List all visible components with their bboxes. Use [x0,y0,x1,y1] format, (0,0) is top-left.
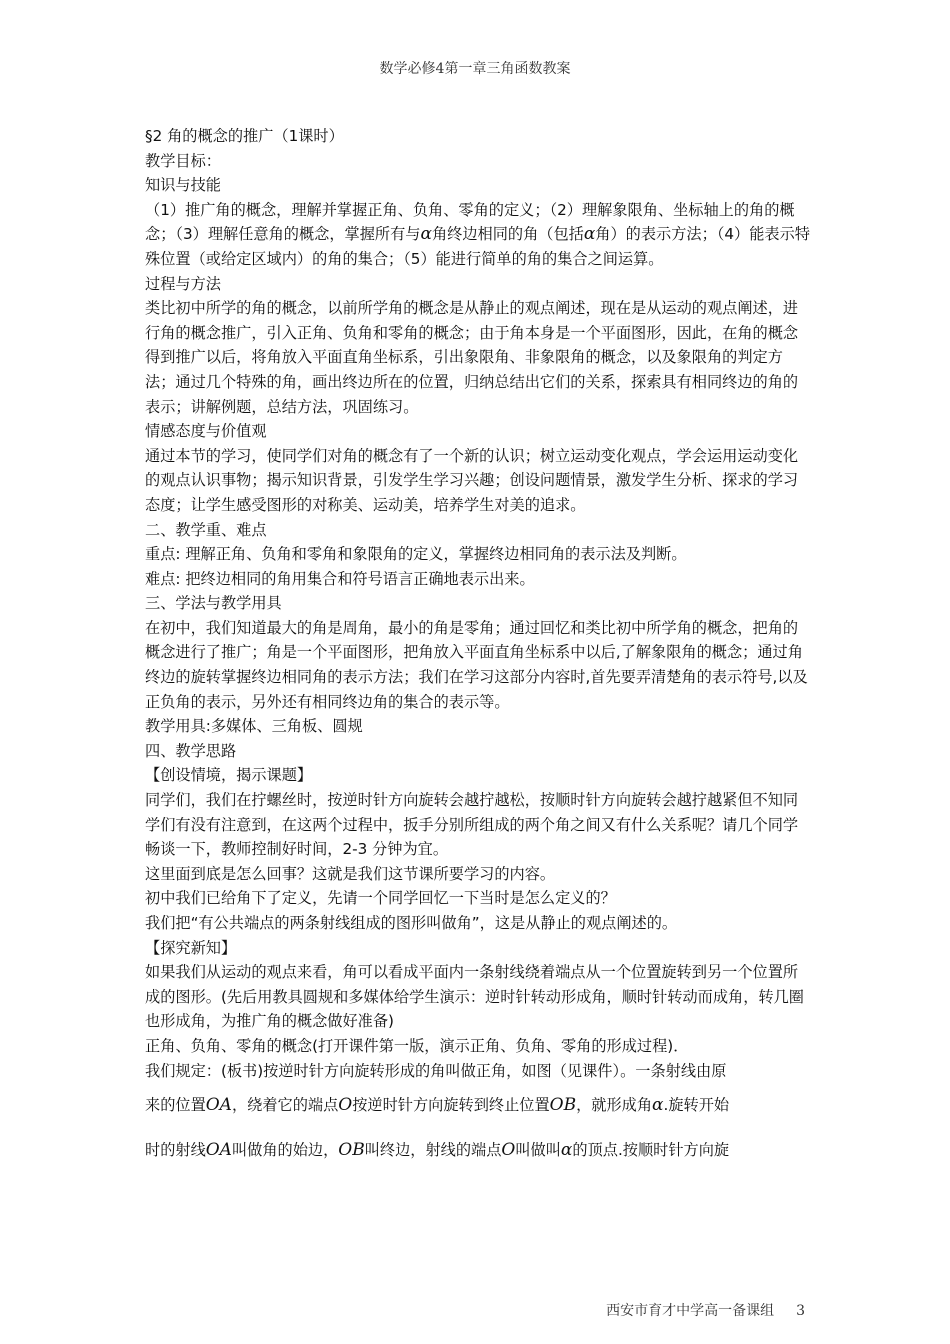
symbol-alpha: α [652,1095,664,1116]
text-run: 叫做叫 [515,1141,561,1160]
text-run: 角）的表示方法；（4）能表示特殊位置（或给定区域内）的角的集合；（5）能进行简单的角的集合之间运算。 [145,225,810,268]
paragraph-recall: 初中我们已给角下了定义，先请一个同学回忆一下当时是怎么定义的？ [145,889,616,908]
paragraph-rotation-2 [145,1128,810,1173]
symbol-O: O [501,1140,516,1161]
text-run: .旋转开始 [663,1096,730,1115]
heading-process-method: 过程与方法 [145,274,221,293]
symbol-OA: OA [205,1095,232,1116]
footer-school: 西安市育才中学高一备课组 [606,1303,775,1319]
paragraph-methods: 在初中，我们知道最大的角是周角，最小的角是零角；通过回忆和类比初中所学角的概念，把角的概念进行了推广；角是一个平面图形，把角放入平面直角坐标系中以后,了解象限角的概念；通过角终边的旋转掌握终边相同角的表示方法；我们在学习这部分内容时,首先要弄清楚角的表示符号,以及正负角的表示，另外还有相同终边角的集合的表示等。 [145,618,808,711]
text-run: 叫终边，射线的端点 [364,1141,502,1160]
paragraph-tools: 教学用具:多媒体、三角板、圆规 [145,717,363,736]
text-run: （1）推广角的概念，理解并掌握正角、负角、零角的定义；（2）理解象限角、坐标轴上的角的概念；（3）理解任意角的概念，掌握所有与 [145,200,795,244]
symbol-O: O [338,1095,353,1116]
heading-teaching-ideas: 四、教学思路 [145,741,237,760]
symbol-OB: OB [549,1095,577,1116]
page-number: 3 [796,1303,805,1319]
page-footer [606,1300,805,1320]
symbol-alpha: α [583,224,596,245]
symbol-alpha: α [560,1140,573,1161]
document-body [145,124,810,1173]
page-header: 数学必修4第一章三角函数教案 [379,61,571,77]
paragraph-difficult-point: 难点: 把终边相同的角用集合和符号语言正确地表示出来。 [145,569,535,588]
paragraph-knowledge-skills [145,198,810,272]
text-run: ，绕着它的端点 [231,1096,339,1115]
symbol-alpha: α [420,224,432,245]
text-run: 叫做角的始边， [231,1141,339,1160]
heading-key-points: 二、教学重、难点 [145,520,267,539]
heading-attitude-values: 情感态度与价值观 [145,422,267,441]
paragraph-angle-concepts: 正角、负角、零角的概念(打开课件第一版，演示正角、负角、零角的形成过程)． [145,1036,689,1055]
symbol-OB: OB [338,1140,365,1161]
heading-objectives: 教学目标： [145,151,221,170]
text-run: 的顶点.按顺时针方向旋 [572,1141,730,1160]
heading-explore: 【探究新知】 [145,938,237,957]
text-run: ，就形成角 [576,1096,653,1115]
text-run: 来的位置 [145,1096,206,1115]
paragraph-process-method: 类比初中所学的角的概念，以前所学角的概念是从静止的观点阐述，现在是从运动的观点阐述，进行角的概念推广，引入正角、负角和零角的概念；由于角本身是一个平面图形，因此，在角的概念得到推广以后，将角放入平面直角坐标系，引出象限角、非象限角的概念，以及象限角的判定方法；通过几个特殊的角，画出终边所在的位置，归纳总结出它们的关系，探索具有相同终边的角的表示；讲解例题，总结方法，巩固练习。 [145,299,799,416]
paragraph-attitude-values: 通过本节的学习，使同学们对角的概念有了一个新的认识；树立运动变化观点，学会运用运动变化的观点认识事物；揭示知识背景，引发学生学习兴趣；创设问题情景，激发学生分析、探求的学习态度；让学生感受图形的对称美、运动美，培养学生对美的追求。 [145,446,799,514]
symbol-OA: OA [205,1140,232,1161]
paragraph-motion-view: 如果我们从运动的观点来看，角可以看成平面内一条射线绕着端点从一个位置旋转到另一个位置所成的图形。(先后用教具圆规和多媒体给学生演示：逆时针转动形成角，顺时针转动而成角，转几圈也形成角，为推广角的概念做好准备) [145,963,804,1031]
text-run: 角终边相同的角（包括 [431,225,584,244]
paragraph-rotation-1 [145,1083,810,1128]
heading-methods-tools: 三、学法与教学用具 [145,594,282,613]
text-run: 时的射线 [145,1141,206,1160]
section-title: §2 角的概念的推广（1课时） [145,127,344,145]
text-run: 按逆时针方向旋转到终止位置 [352,1096,550,1115]
heading-knowledge-skills: 知识与技能 [145,176,221,195]
paragraph-question: 这里面到底是怎么回事？这就是我们这节课所要学习的内容。 [145,864,556,883]
paragraph-screw-example: 同学们，我们在拧螺丝时，按逆时针方向旋转会越拧越松，按顺时针方向旋转会越拧越紧但不知同学们有没有注意到，在这两个过程中，扳手分别所组成的两个角之间又有什么关系呢？请几个同学畅谈一下，教师控制好时间，2-3 分钟为宜。 [145,791,799,859]
paragraph-key-point: 重点: 理解正角、负角和零角和象限角的定义，掌握终边相同角的表示法及判断。 [145,545,687,564]
paragraph-static-definition: 我们把“有公共端点的两条射线组成的图形叫做角”，这是从静止的观点阐述的。 [145,914,678,932]
paragraph-rule: 我们规定：(板书)按逆时针方向旋转形成的角叫做正角，如图（见课件）。一条射线由原 [145,1061,727,1080]
heading-create-situation: 【创设情境，揭示课题】 [145,766,313,785]
